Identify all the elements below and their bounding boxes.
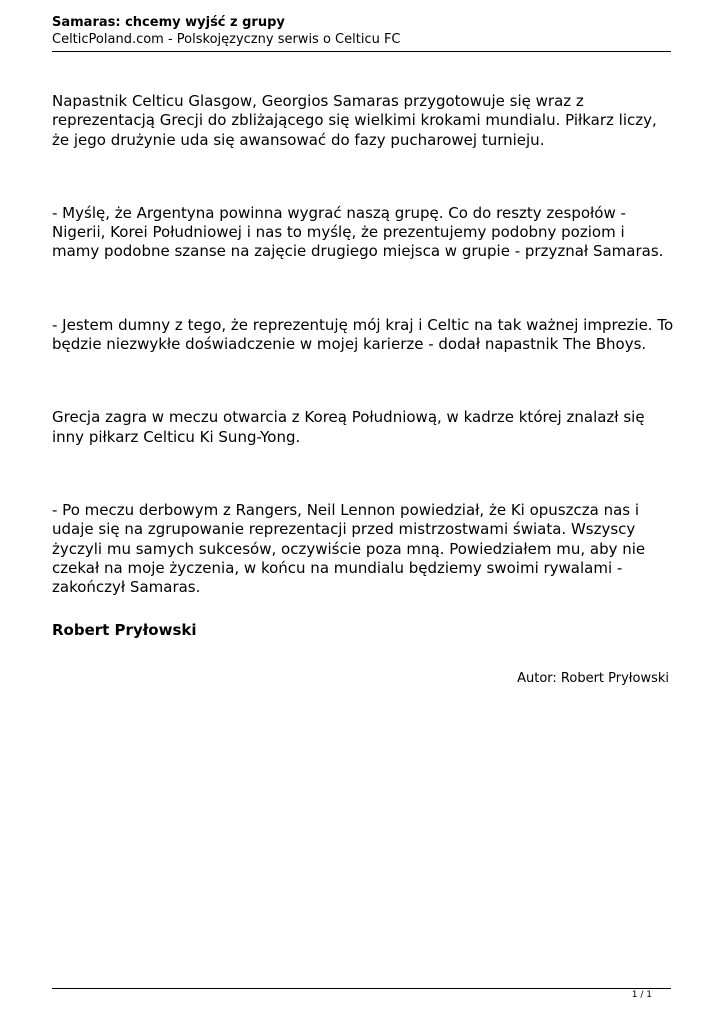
footer-divider (52, 988, 671, 989)
article-title: Samaras: chcemy wyjść z grupy (52, 15, 285, 30)
article-paragraph-5: - Po meczu derbowym z Rangers, Neil Lennon powiedział, że Ki opuszcza nas i udaje się na zgrupowanie reprezentacji przed mistrzostwami świata. Wszyscy życzyli mu samych sukcesów, oczywiście poza mną. Powiedziałem mu, aby nie czekał na moje życzenia, w końcu na mundialu będziemy swoimi rywalami - zakończył Samaras. (52, 500, 646, 597)
article-body (52, 92, 674, 651)
author-credit: Autor: Robert Pryłowski (517, 671, 669, 686)
header-divider (52, 51, 671, 52)
article-paragraph-3: - Jestem dumny z tego, że reprezentuję mój kraj i Celtic na tak ważnej imprezie. To będzie niezwykłe doświadczenie w mojej karierze - dodał napastnik The Bhoys. (52, 315, 674, 354)
article-paragraph-4: Grecja zagra w meczu otwarcia z Koreą Południową, w kadrze której znalazł się inny piłkarz Celticu Ki Sung-Yong. (52, 408, 645, 446)
article-signature: Robert Pryłowski (52, 621, 197, 639)
article-paragraph-1: Napastnik Celticu Glasgow, Georgios Samaras przygotowuje się wraz z reprezentacją Grecji do zbliżającego się wielkimi krokami mundialu. Piłkarz liczy, że jego drużynie uda się awansować do fazy pucharowej turnieju. (52, 92, 657, 149)
site-subtitle: CelticPoland.com - Polskojęzyczny serwis o Celticu FC (52, 32, 401, 47)
article-paragraph-2: - Myślę, że Argentyna powinna wygrać naszą grupę. Co do reszty zespołów - Nigerii, Korei Południowej i nas to myślę, że prezentujemy podobny poziom i mamy podobne szanse na zajęcie drugiego miejsca w grupie - przyznał Samaras. (52, 203, 664, 261)
page-header (52, 14, 671, 48)
page-number: 1 / 1 (631, 990, 652, 1000)
